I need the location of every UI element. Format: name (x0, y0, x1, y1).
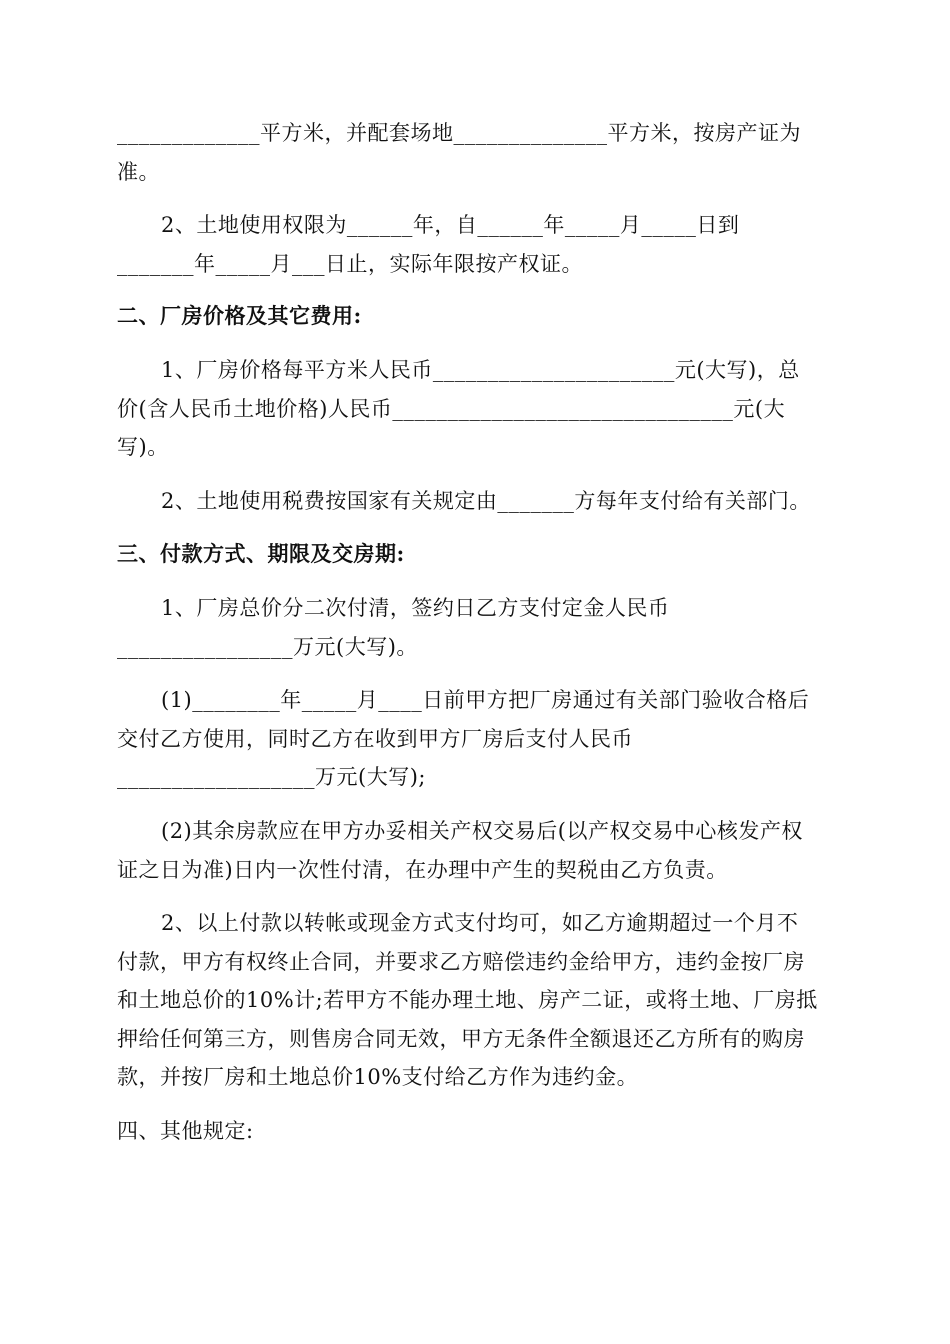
text-line-penalty-5: 款，并按厂房和土地总价10%支付给乙方作为违约金。 (117, 1065, 639, 1089)
text-line-payment-1: 1、厂房总价分二次付清，签约日乙方支付定金人民币 (161, 596, 670, 620)
text-line-land-term-end: _______年_____月___日止，实际年限按产权证。 (117, 252, 583, 276)
text-line-payment-1-end: ________________万元(大写)。 (117, 635, 418, 659)
text-line-payment-sub1: (1)________年_____月____日前甲方把厂房通过有关部门验收合格后 (161, 688, 810, 712)
text-line-penalty-3: 和土地总价的10%计;若甲方不能办理土地、房产二证，或将土地、厂房抵 (117, 988, 818, 1012)
text-line-price-1: 1、厂房价格每平方米人民币______________________元(大写)，总 (161, 358, 800, 382)
text-line-price-2: 价(含人民币土地价格)人民币_______________________________元(大 (117, 397, 786, 421)
text-line-payment-sub1-2: 交付乙方使用，同时乙方在收到甲方厂房后支付人民币 (117, 727, 633, 751)
text-line-land-tax: 2、土地使用税费按国家有关规定由_______方每年支付给有关部门。 (161, 489, 811, 513)
section-heading-price: 二、厂房价格及其它费用: (117, 303, 362, 328)
text-line-price-3: 写)。 (117, 435, 169, 459)
text-line-penalty-4: 押给任何第三方，则售房合同无效，甲方无条件全额退还乙方所有的购房 (117, 1027, 805, 1051)
text-line-area-end: 准。 (117, 160, 160, 184)
section-heading-other: 四、其他规定: (117, 1119, 254, 1143)
text-line-penalty-2: 付款，甲方有权终止合同，并要求乙方赔偿违约金给甲方，违约金按厂房 (117, 950, 805, 974)
text-line-area: _____________平方米，并配套场地______________平方米，按房产证为 (117, 121, 801, 145)
text-line-land-term: 2、土地使用权限为______年，自______年_____月_____日到 (161, 213, 740, 237)
text-line-penalty-1: 2、以上付款以转帐或现金方式支付均可，如乙方逾期超过一个月不 (161, 911, 799, 935)
text-line-payment-sub2: (2)其余房款应在甲方办妥相关产权交易后(以产权交易中心核发产权 (161, 819, 803, 843)
text-line-payment-sub1-3: __________________万元(大写); (117, 765, 426, 789)
section-heading-payment: 三、付款方式、期限及交房期: (117, 541, 405, 566)
text-line-payment-sub2-end: 证之日为准)日内一次性付清，在办理中产生的契税由乙方负责。 (117, 858, 728, 882)
